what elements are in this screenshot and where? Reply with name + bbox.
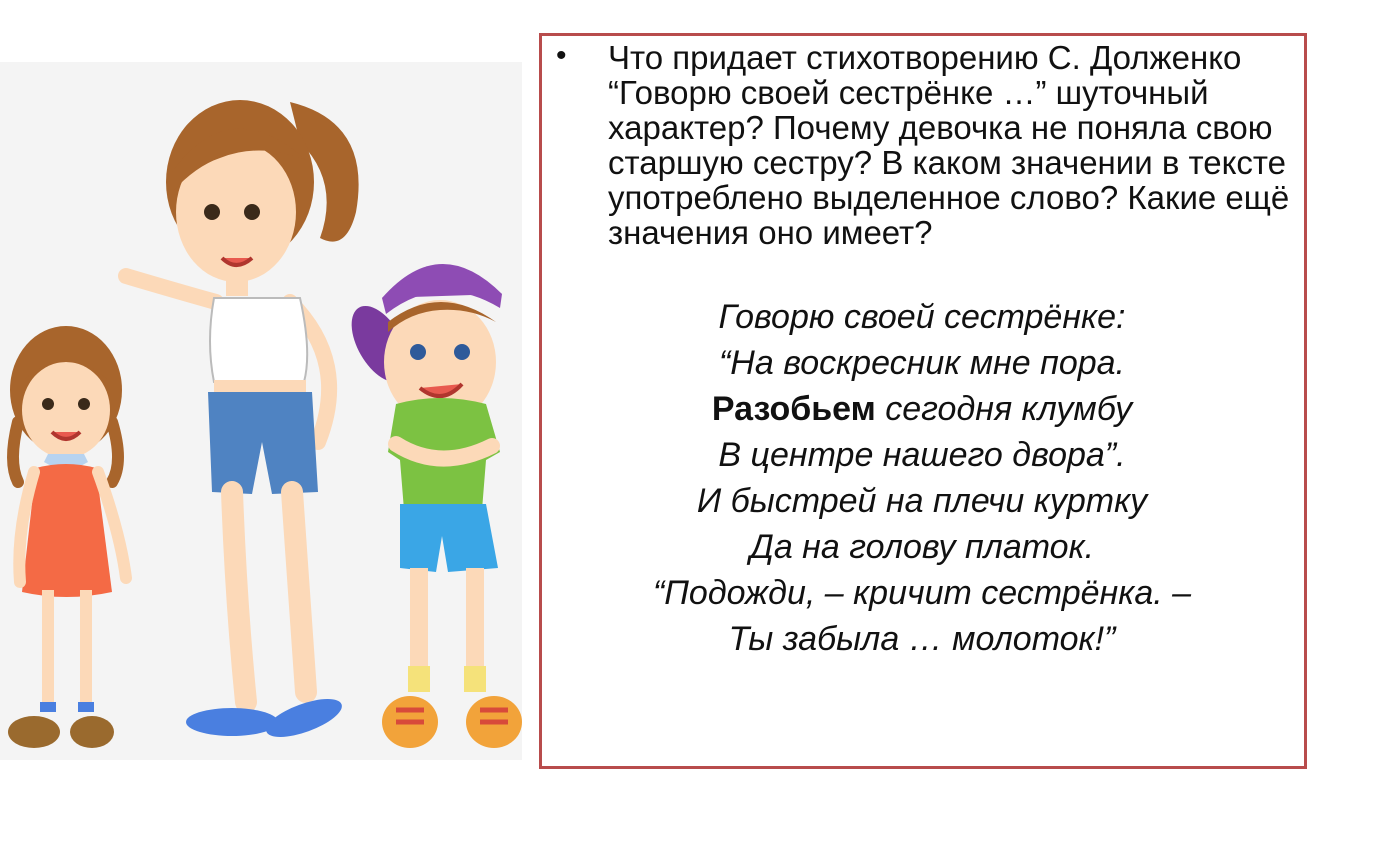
illustration-family: [0, 62, 522, 760]
poem-line-3-rest: сегодня клумбу: [875, 390, 1133, 428]
boy-figure: [340, 264, 522, 748]
poem: [582, 294, 1262, 662]
poem-line-1: Говорю своей сестрёнке:: [718, 298, 1126, 336]
poem-line-5: И быстрей на плечи куртку: [696, 482, 1148, 520]
poem-line-4: В центре нашего двора”.: [718, 436, 1126, 474]
poem-line-6: Да на голову платок.: [749, 528, 1095, 566]
text-frame: [539, 33, 1307, 769]
poem-line-2: “На воскресник мне пора.: [718, 344, 1125, 382]
poem-line-3: [582, 386, 1262, 432]
question-text: Что придает стихотворению С. Долженко “Говорю своей сестрёнке …” шуточный характер? Почему девочка не поняла свою старшую сестру? В каком значении в тексте употреблено выделенное слово? Какие ещё значения оно имеет?: [608, 39, 1290, 251]
bullet-marker: •: [556, 39, 567, 72]
highlighted-word: Разобьем: [711, 390, 876, 428]
older-sister-figure: [126, 100, 359, 745]
poem-line-8: Ты забыла … молоток!”: [728, 620, 1116, 658]
poem-line-7: “Подожди, – кричит сестрёнка. –: [652, 574, 1192, 612]
little-girl-figure: [8, 326, 126, 748]
